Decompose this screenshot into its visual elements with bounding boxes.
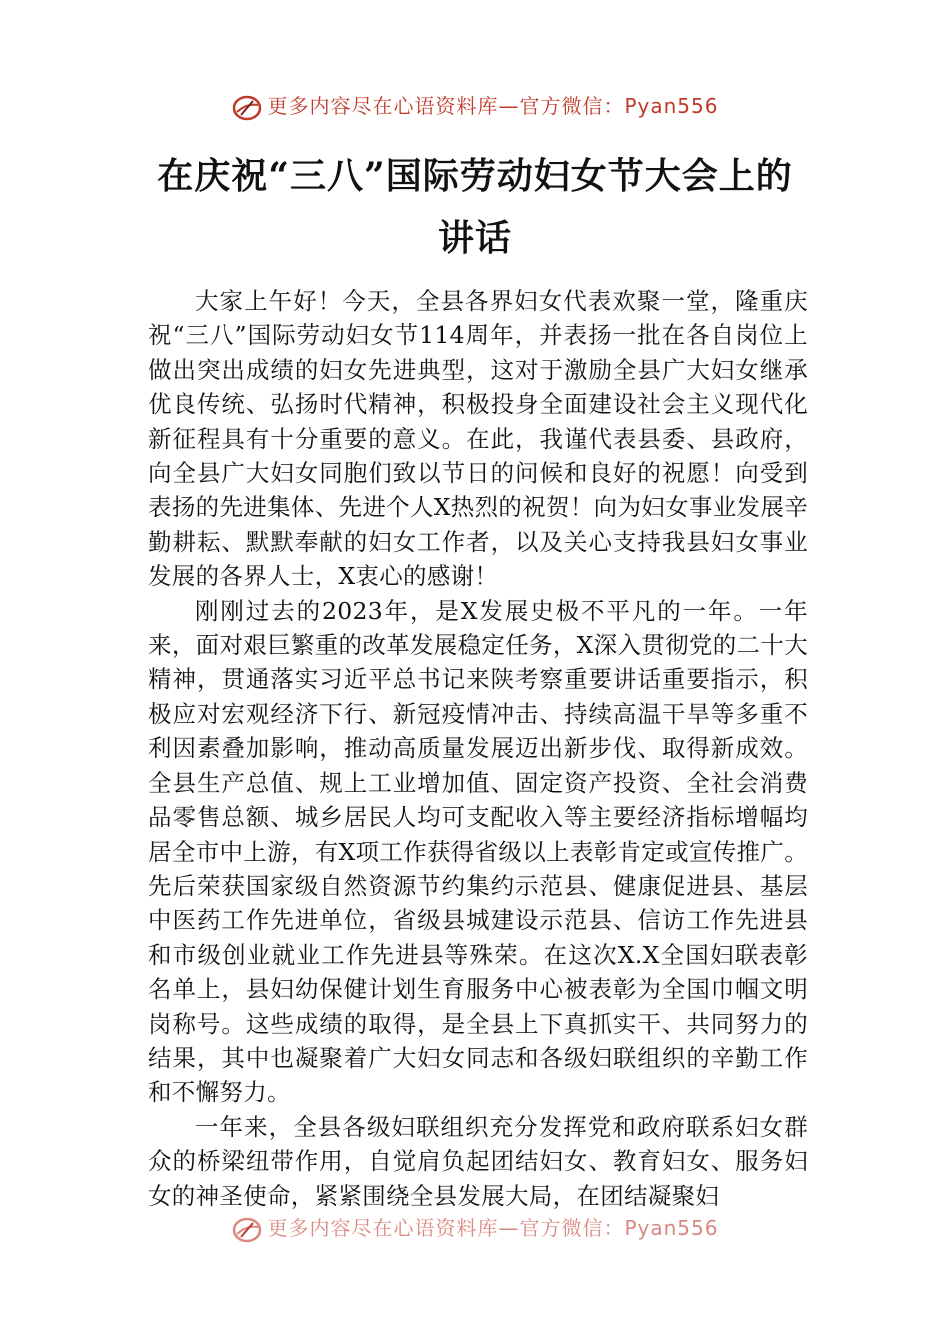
book-logo-icon [231,1217,263,1243]
paragraph: 一年来，全县各级妇联组织充分发挥党和政府联系妇女群众的桥梁纽带作用，自觉肩负起团结妇女、教育妇女、服务妇女的神圣使命，紧紧围绕全县发展大局，在团结凝聚妇 [148,1112,808,1210]
header-watermark [0,90,950,121]
footer-watermark [0,1212,950,1243]
document-body [148,284,808,1213]
paragraph: 刚刚过去的2023年，是X发展史极不平凡的一年。一年来，面对艰巨繁重的改革发展稳定任务，X深入贯彻党的二十大精神，贯通落实习近平总书记来陕考察重要讲话重要指示，积极应对宏观经济下行、新冠疫情冲击、持续高温干旱等多重不利因素叠加影响，推动高质量发展迈出新步伐、取得新成效。全县生产总值、规上工业增加值、固定资产投资、全社会消费品零售总额、城乡居民人均可支配收入等主要经济指标增幅均居全市中上游，有X项工作获得省级以上表彰肯定或宣传推广。先后荣获国家级自然资源节约集约示范县、健康促进县、基层中医药工作先进单位，省级县城建设示范县、信访工作先进县和市级创业就业工作先进县等殊荣。在这次X.X全国妇联表彰名单上，县妇幼保健计划生育服务中心被表彰为全国巾帼文明岗称号。这些成绩的取得，是全县上下真抓实干、共同努力的结果，其中也凝聚着广大妇女同志和各级妇联组织的辛勤工作和不懈努力。 [148,596,808,1107]
title-line-2: 讲话 [437,217,512,259]
header-watermark-text: 更多内容尽在心语资料库—官方微信：Pyan556 [267,94,719,118]
title-line-1: 在庆祝“三八”国际劳动妇女节大会上的 [157,155,793,197]
book-logo-icon [231,95,263,121]
document-title [130,145,820,269]
footer-watermark-text: 更多内容尽在心语资料库—官方微信：Pyan556 [267,1216,719,1240]
paragraph: 大家上午好！今天，全县各界妇女代表欢聚一堂，隆重庆祝“三八”国际劳动妇女节114周年，并表扬一批在各自岗位上做出突出成绩的妇女先进典型，这对于激励全县广大妇女继承优良传统、弘扬时代精神，积极投身全面建设社会主义现代化新征程具有十分重要的意义。在此，我谨代表县委、县政府，向全县广大妇女同胞们致以节日的问候和良好的祝愿！向受到表扬的先进集体、先进个人X热烈的祝贺！向为妇女事业发展辛勤耕耘、默默奉献的妇女工作者，以及关心支持我县妇女事业发展的各界人士，X衷心的感谢！ [148,287,808,591]
